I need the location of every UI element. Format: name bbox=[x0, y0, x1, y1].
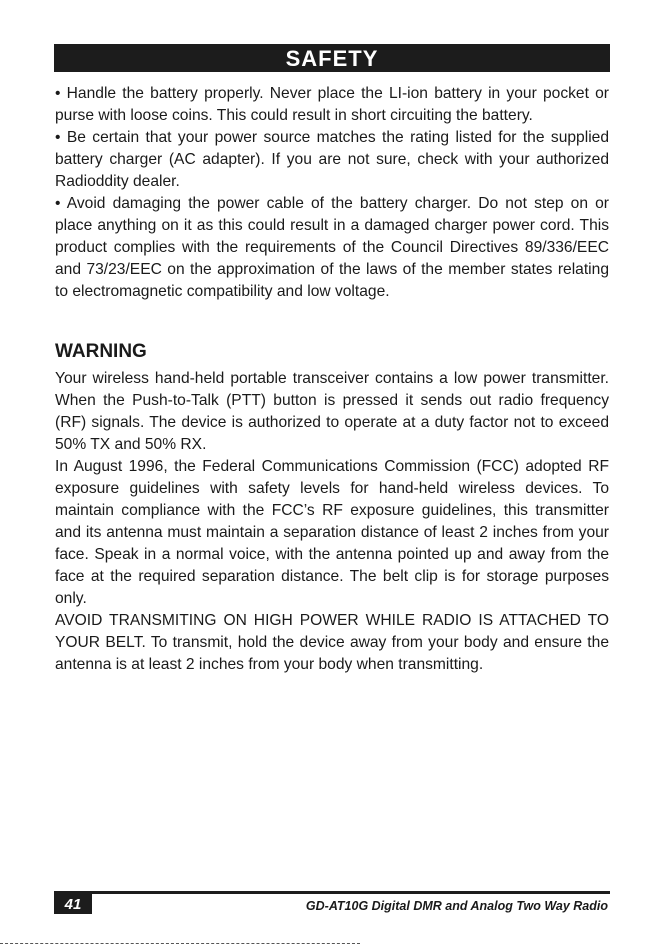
safety-paragraph-power-source: • Be certain that your power source matches the rating listed for the supplied battery charger (AC adapter). If you are not sure, check with your authorized Radioddity dealer. bbox=[55, 129, 609, 190]
warning-paragraph-fcc-guidelines: In August 1996, the Federal Communications Commission (FCC) adopted RF exposure guidelines with safety levels for hand-held wireless devices. To maintain compliance with the FCC’s RF exposure guidelines, this transmitter and its antenna must maintain a separation distance of least 2 inches from your face. Speak in a normal voice, with the antenna pointed up and away from the face at the required separation distance. The belt clip is for storage purposes only. bbox=[55, 458, 609, 607]
footer-divider bbox=[54, 891, 610, 894]
safety-heading: SAFETY bbox=[54, 44, 610, 72]
safety-paragraph-power-cable: • Avoid damaging the power cable of the battery charger. Do not step on or place anything on it as this could result in a damaged charger power cord. This product complies with the requirements of the Council Directives 89/336/EEC and 73/23/EEC on the approximation of the laws of the member states relating to electromagnetic compatibility and low voltage. bbox=[55, 195, 609, 300]
scan-edge-divider bbox=[0, 943, 360, 945]
warning-heading: WARNING bbox=[55, 341, 147, 362]
safety-paragraph-battery: • Handle the battery properly. Never place the LI-ion battery in your pocket or purse with loose coins. This could result in short circuiting the battery. bbox=[55, 85, 609, 124]
safety-section bbox=[55, 83, 609, 303]
footer-title: GD-AT10G Digital DMR and Analog Two Way Radio bbox=[305, 899, 608, 913]
warning-paragraph-transmitter: Your wireless hand-held portable transceiver contains a low power transmitter. When the Push-to-Talk (PTT) button is pressed it sends out radio frequency (RF) signals. The device is authorized to operate at a duty factor not to exceed 50% TX and 50% RX. bbox=[55, 370, 609, 453]
warning-paragraph-belt: AVOID TRANSMITING ON HIGH POWER WHILE RADIO IS ATTACHED TO YOUR BELT. To transmit, hold the device away from your body and ensure the antenna is at least 2 inches from your body when transmitting. bbox=[55, 612, 609, 673]
page-number: 41 bbox=[54, 894, 92, 914]
warning-section bbox=[55, 368, 609, 676]
